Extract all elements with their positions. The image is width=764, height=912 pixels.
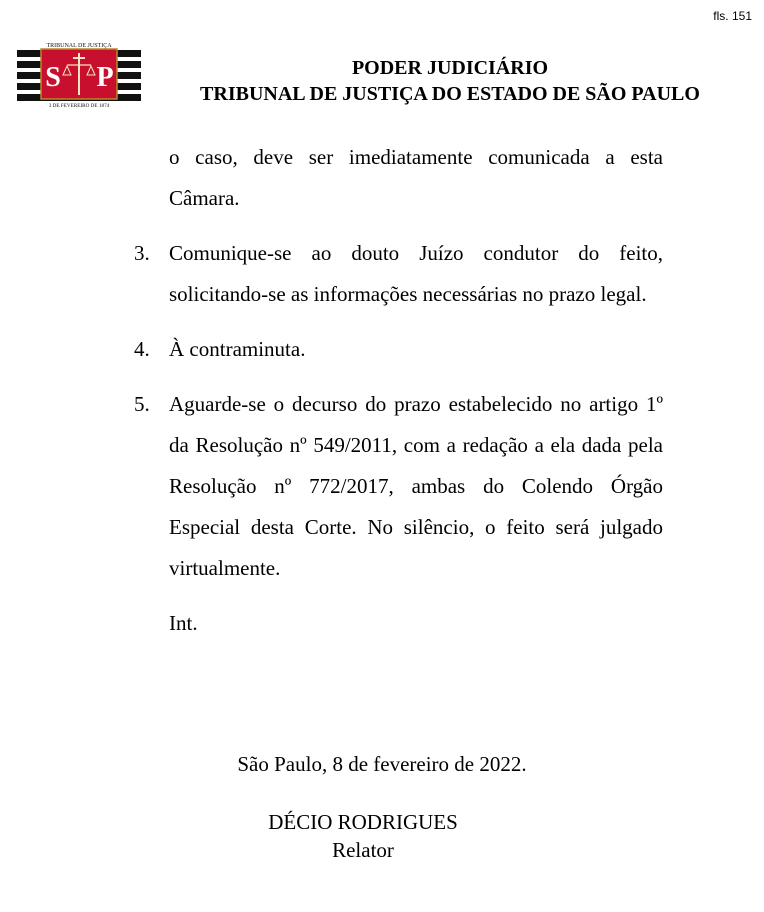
paragraph-number: 4. <box>134 337 150 361</box>
logo-top-text: TRIBUNAL DE JUSTIÇA <box>46 43 112 49</box>
header-line-2: TRIBUNAL DE JUSTIÇA DO ESTADO DE SÃO PAULO <box>200 83 700 105</box>
signature-block <box>252 808 474 864</box>
signer-role: Relator <box>332 838 394 862</box>
document-header <box>150 55 750 107</box>
paragraph-number: 5. <box>134 392 150 416</box>
logo-letter-p: P <box>96 62 114 93</box>
paragraph-text: À contraminuta. <box>169 337 306 361</box>
paragraph-text: Aguarde-se o decurso do prazo estabelecido no artigo 1º da Resolução nº 549/2011, com a redação a ela dada pela Resolução nº 772/2017, ambas do Colendo Órgão Especial desta Corte. No silêncio, o feito será julgado virtualmente. <box>169 392 663 580</box>
header-line-1: PODER JUDICIÁRIO <box>351 57 549 79</box>
paragraph-number: 3. <box>134 241 150 265</box>
date-line: São Paulo, 8 de fevereiro de 2022. <box>237 752 527 776</box>
logo-bottom-text: 3 DE FEVEREIRO DE 1874 <box>48 103 110 107</box>
paragraph-item-3 <box>134 233 663 315</box>
page-number: fls. 151 <box>713 9 752 23</box>
paragraph-text: o caso, deve ser imediatamente comunicada a esta Câmara. <box>169 145 663 210</box>
logo-letter-s: S <box>45 62 61 93</box>
paragraph-item-5 <box>134 384 663 589</box>
document-body <box>134 137 663 644</box>
paragraph-int <box>169 603 663 644</box>
paragraph-continuation <box>169 137 663 219</box>
paragraph-text: Int. <box>169 611 198 635</box>
court-seal-logo <box>17 41 141 107</box>
signer-name: DÉCIO RODRIGUES <box>268 810 458 834</box>
paragraph-item-4 <box>134 329 663 370</box>
paragraph-text: Comunique-se ao douto Juízo condutor do feito, solicitando-se as informações necessárias no prazo legal. <box>169 241 663 306</box>
